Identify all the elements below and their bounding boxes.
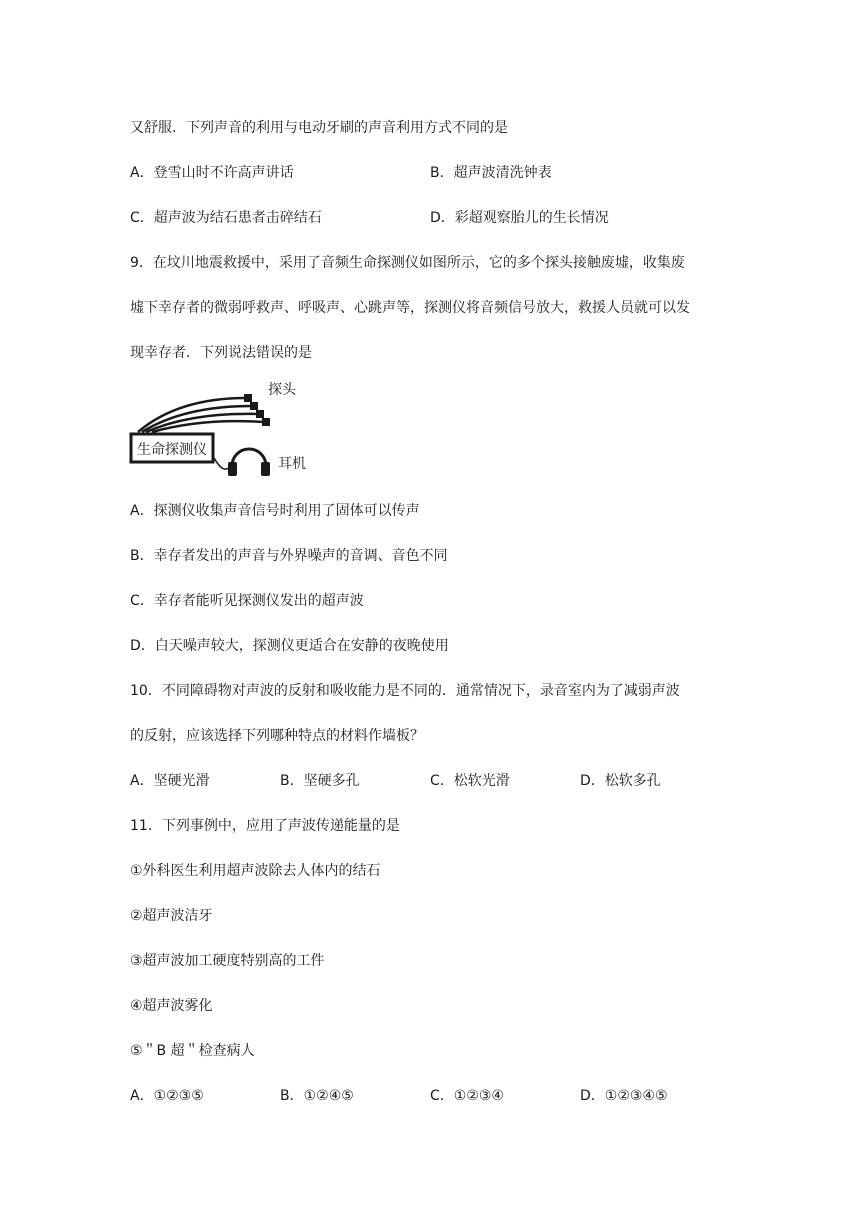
- q11-item-1: ①外科医生利用超声波除去人体内的结石: [130, 863, 381, 879]
- q10-option-d: D．松软多孔: [580, 773, 661, 789]
- earphone-right: [261, 462, 270, 476]
- life-detector-figure: [128, 378, 340, 484]
- q9-stem-line-2: 墟下幸存者的微弱呼救声、呼吸声、心跳声等，探测仪将音频信号放大，救援人员就可以发: [130, 300, 690, 316]
- q9-option-c: C．幸存者能听见探测仪发出的超声波: [130, 593, 364, 609]
- device-label: 生命探测仪: [137, 442, 207, 458]
- probe-head: [262, 418, 270, 426]
- q11-item-5: ⑤＂B 超＂检查病人: [130, 1043, 255, 1059]
- q11-option-b: B．①②④⑤: [280, 1088, 354, 1104]
- q10-option-c: C．松软光滑: [430, 773, 510, 789]
- q11-option-a: A．①②③⑤: [130, 1088, 204, 1104]
- q9-option-d: D．白天噪声较大，探测仪更适合在安静的夜晚使用: [130, 638, 449, 654]
- q11-item-3: ③超声波加工硬度特别高的工件: [130, 953, 325, 969]
- q11-item-4: ④超声波雾化: [130, 998, 213, 1014]
- q8-option-d: D．彩超观察胎儿的生长情况: [430, 210, 609, 226]
- q10-stem-line-2: 的反射，应该选择下列哪种特点的材料作墙板？: [130, 728, 424, 744]
- q9-option-a: A．探测仪收集声音信号时利用了固体可以传声: [130, 503, 420, 519]
- q11-item-2: ②超声波洁牙: [130, 908, 213, 924]
- q11-option-c: C．①②③④: [430, 1088, 504, 1104]
- q8-stem-tail: 又舒服．下列声音的利用与电动牙刷的声音利用方式不同的是: [130, 120, 508, 136]
- earphone-left: [228, 462, 237, 476]
- q9-option-b: B．幸存者发出的声音与外界噪声的音调、音色不同: [130, 548, 448, 564]
- q8-option-c: C．超声波为结石患者击碎结石: [130, 210, 322, 226]
- q11-stem: 11．下列事例中，应用了声波传递能量的是: [130, 818, 400, 834]
- q10-option-a: A．坚硬光滑: [130, 773, 210, 789]
- q10-stem-line-1: 10．不同障碍物对声波的反射和吸收能力是不同的．通常情况下，录音室内为了减弱声波: [130, 683, 680, 699]
- probe-head: [256, 410, 264, 418]
- probe-label: 探头: [268, 382, 296, 398]
- q8-option-a: A．登雪山时不许高声讲话: [130, 165, 294, 181]
- q9-stem-line-1: 9．在坟川地震救援中，采用了音频生命探测仪如图所示，它的多个探头接触废墟，收集废: [130, 255, 685, 271]
- probe-head: [244, 394, 252, 402]
- earphone-label: 耳机: [278, 456, 306, 472]
- earphone-band: [232, 449, 266, 466]
- probe-head: [250, 402, 258, 410]
- life-detector-illustration: [128, 378, 340, 484]
- q8-option-b: B．超声波清洗钟表: [430, 165, 552, 181]
- q9-stem-line-3: 现幸存者．下列说法错误的是: [130, 345, 312, 361]
- q11-option-d: D．①②③④⑤: [580, 1088, 668, 1104]
- q10-option-b: B．坚硬多孔: [280, 773, 360, 789]
